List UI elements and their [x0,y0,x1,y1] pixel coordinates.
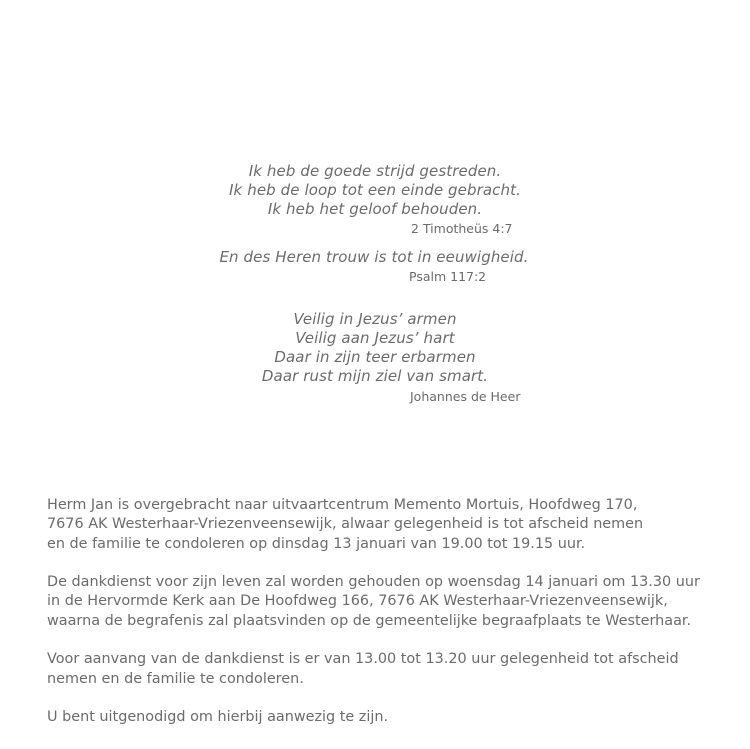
quote-timotheus [0,162,750,248]
quote-hymn [0,310,750,404]
verse-line: Veilig in Jezus’ armen [293,310,457,328]
verse-line: Daar in zijn teer erbarmen [274,348,476,366]
notice-paragraph-farewell [47,650,737,689]
verse-line: Ik heb de loop tot een einde gebracht. [229,181,521,199]
notice-paragraph-viewing [47,496,737,554]
notice-paragraph-invitation [47,708,737,727]
quote-psalm [0,248,750,310]
notice-line: waarna de begrafenis zal plaatsvinden op de gemeentelijke begraafplaats te Westerhaar. [47,612,692,629]
notice-line: in de Hervormde Kerk aan De Hoofdweg 166, 7676 AK Westerhaar-Vriezenveensewijk, [47,593,668,610]
notice-paragraph-service [47,573,737,631]
verse-line: Veilig aan Jezus’ hart [295,329,455,347]
notice-line: en de familie te condoleren op dinsdag 13 januari van 19.00 tot 19.15 uur. [47,535,586,552]
verse-source: Psalm 117:2 [409,269,487,284]
verse-line: En des Heren trouw is tot in eeuwigheid. [219,248,529,266]
verse-source: 2 Timotheüs 4:7 [411,221,513,236]
notice-line: 7676 AK Westerhaar-Vriezenveensewijk, alwaar gelegenheid is tot afscheid nemen [47,516,644,533]
quotes-section [0,162,750,404]
verse-line: Ik heb de goede strijd gestreden. [248,162,502,180]
verse-line: Daar rust mijn ziel van smart. [261,367,489,385]
notice-line: Herm Jan is overgebracht naar uitvaartcentrum Memento Mortuis, Hoofdweg 170, [47,497,638,513]
verse-source: Johannes de Heer [410,389,521,404]
notice-line: Voor aanvang van de dankdienst is er van 13.00 tot 13.20 uur gelegenheid tot afscheid [47,651,679,668]
notice-line: De dankdienst voor zijn leven zal worden gehouden op woensdag 14 januari om 13.30 uur [47,574,700,591]
funeral-notice [47,496,737,747]
verse-line: Ik heb het geloof behouden. [267,200,483,218]
notice-line: U bent uitgenodigd om hierbij aanwezig te zijn. [47,709,389,726]
notice-line: nemen en de familie te condoleren. [47,670,304,687]
